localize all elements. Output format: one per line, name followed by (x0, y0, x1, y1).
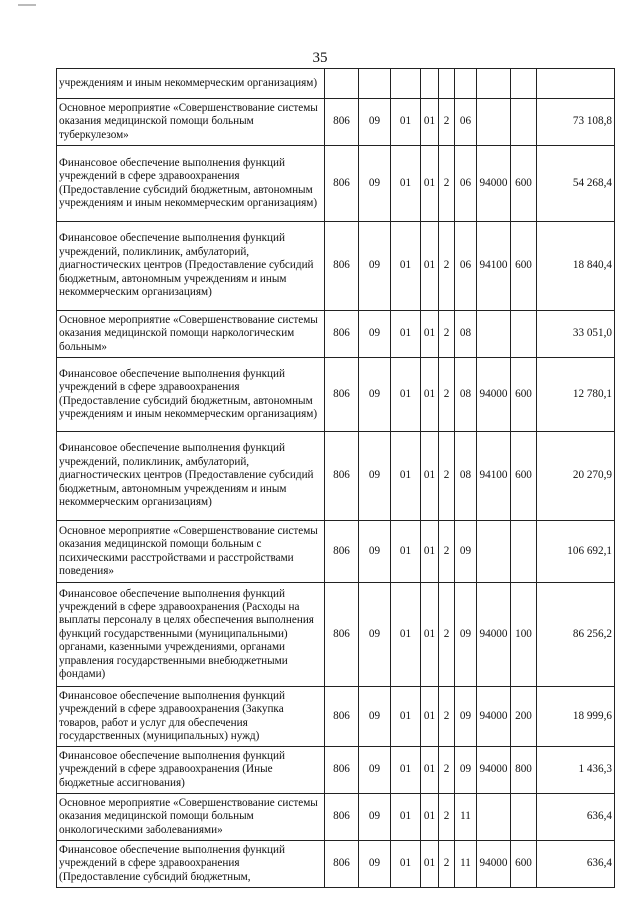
cell-subprogram-code: 2 (439, 687, 455, 747)
cell-direction-code (477, 311, 511, 358)
cell-amount: 18 999,6 (537, 687, 615, 747)
cell-subsection-code: 01 (391, 687, 421, 747)
cell-description: Финансовое обеспечение выполнения функций учреждений в сфере здравоохранения (Расходы на выплаты персоналу в целях обеспечения выполнения функций государственными (муниципальными) органами, казенными учреждениями, органами управления государственными внебюджетными фондами) (57, 583, 325, 687)
table-row (57, 146, 615, 222)
cell-grbs-code: 806 (325, 747, 359, 794)
cell-amount: 86 256,2 (537, 583, 615, 687)
table-body (57, 69, 615, 888)
cell-grbs-code: 806 (325, 687, 359, 747)
cell-amount: 636,4 (537, 794, 615, 841)
cell-program-code: 01 (421, 583, 439, 687)
cell-direction-code: 94000 (477, 747, 511, 794)
cell-direction-code (477, 69, 511, 99)
cell-subprogram-code (439, 69, 455, 99)
cell-section-code: 09 (359, 841, 391, 888)
cell-expense-type: 600 (511, 222, 537, 311)
cell-subprogram-code: 2 (439, 841, 455, 888)
cell-expense-type: 200 (511, 687, 537, 747)
cell-grbs-code (325, 69, 359, 99)
cell-grbs-code: 806 (325, 583, 359, 687)
cell-amount (537, 69, 615, 99)
cell-measure-code: 06 (455, 99, 477, 146)
cell-expense-type (511, 521, 537, 583)
cell-section-code: 09 (359, 311, 391, 358)
cell-expense-type: 600 (511, 841, 537, 888)
cell-program-code: 01 (421, 687, 439, 747)
cell-description: Основное мероприятие «Совершенствование системы оказания медицинской помощи наркологическим больным» (57, 311, 325, 358)
cell-measure-code: 09 (455, 583, 477, 687)
cell-grbs-code: 806 (325, 432, 359, 521)
cell-description: Финансовое обеспечение выполнения функций учреждений в сфере здравоохранения (Закупка товаров, работ и услуг для обеспечения государственных (муниципальных) нужд) (57, 687, 325, 747)
cell-grbs-code: 806 (325, 311, 359, 358)
cell-direction-code: 94000 (477, 146, 511, 222)
cell-subsection-code: 01 (391, 794, 421, 841)
cell-measure-code: 08 (455, 311, 477, 358)
cell-expense-type: 100 (511, 583, 537, 687)
cell-section-code: 09 (359, 687, 391, 747)
cell-expense-type: 600 (511, 146, 537, 222)
cell-amount: 1 436,3 (537, 747, 615, 794)
cell-program-code: 01 (421, 747, 439, 794)
cell-subsection-code: 01 (391, 521, 421, 583)
cell-expense-type: 600 (511, 358, 537, 432)
cell-description: Финансовое обеспечение выполнения функций учреждений в сфере здравоохранения (Иные бюджетные ассигнования) (57, 747, 325, 794)
cell-measure-code (455, 69, 477, 99)
table-row (57, 794, 615, 841)
table-row (57, 521, 615, 583)
cell-subsection-code: 01 (391, 583, 421, 687)
cell-subsection-code: 01 (391, 841, 421, 888)
cell-description: Основное мероприятие «Совершенствование системы оказания медицинской помощи больным с психическими расстройствами и расстройствами поведения» (57, 521, 325, 583)
cell-description: учреждениям и иным некоммерческим организациям) (57, 69, 325, 99)
cell-measure-code: 11 (455, 841, 477, 888)
cell-amount: 20 270,9 (537, 432, 615, 521)
cell-subsection-code: 01 (391, 358, 421, 432)
table-row (57, 311, 615, 358)
cell-subprogram-code: 2 (439, 583, 455, 687)
cell-expense-type (511, 311, 537, 358)
cell-subprogram-code: 2 (439, 432, 455, 521)
cell-measure-code: 06 (455, 222, 477, 311)
scan-artifact (18, 4, 36, 6)
cell-direction-code (477, 521, 511, 583)
cell-program-code: 01 (421, 222, 439, 311)
table-row (57, 69, 615, 99)
cell-measure-code: 08 (455, 432, 477, 521)
cell-amount: 106 692,1 (537, 521, 615, 583)
cell-grbs-code: 806 (325, 358, 359, 432)
table-row (57, 687, 615, 747)
cell-section-code: 09 (359, 747, 391, 794)
cell-subprogram-code: 2 (439, 794, 455, 841)
cell-subsection-code (391, 69, 421, 99)
cell-section-code: 09 (359, 358, 391, 432)
cell-grbs-code: 806 (325, 99, 359, 146)
cell-description: Финансовое обеспечение выполнения функций учреждений, поликлиник, амбулаторий, диагностических центров (Предоставление субсидий бюджетным, автономным учреждениям и иным некоммерческим организациям) (57, 432, 325, 521)
cell-section-code: 09 (359, 222, 391, 311)
table-row (57, 583, 615, 687)
cell-amount: 18 840,4 (537, 222, 615, 311)
cell-measure-code: 09 (455, 521, 477, 583)
cell-expense-type (511, 794, 537, 841)
cell-program-code: 01 (421, 146, 439, 222)
cell-section-code: 09 (359, 99, 391, 146)
cell-subsection-code: 01 (391, 146, 421, 222)
cell-measure-code: 08 (455, 358, 477, 432)
cell-program-code: 01 (421, 841, 439, 888)
cell-program-code: 01 (421, 521, 439, 583)
cell-program-code: 01 (421, 99, 439, 146)
cell-section-code (359, 69, 391, 99)
cell-grbs-code: 806 (325, 521, 359, 583)
cell-grbs-code: 806 (325, 841, 359, 888)
cell-grbs-code: 806 (325, 146, 359, 222)
table-row (57, 222, 615, 311)
cell-description: Основное мероприятие «Совершенствование системы оказания медицинской помощи больным туберкулезом» (57, 99, 325, 146)
cell-program-code: 01 (421, 358, 439, 432)
cell-direction-code: 94000 (477, 358, 511, 432)
cell-expense-type (511, 99, 537, 146)
cell-measure-code: 06 (455, 146, 477, 222)
cell-amount: 12 780,1 (537, 358, 615, 432)
cell-subsection-code: 01 (391, 311, 421, 358)
cell-measure-code: 11 (455, 794, 477, 841)
cell-section-code: 09 (359, 583, 391, 687)
cell-expense-type (511, 69, 537, 99)
cell-subsection-code: 01 (391, 432, 421, 521)
cell-direction-code: 94000 (477, 687, 511, 747)
cell-subsection-code: 01 (391, 747, 421, 794)
budget-table (56, 68, 615, 888)
cell-amount: 636,4 (537, 841, 615, 888)
cell-section-code: 09 (359, 521, 391, 583)
cell-subsection-code: 01 (391, 222, 421, 311)
cell-subprogram-code: 2 (439, 521, 455, 583)
table-row (57, 358, 615, 432)
cell-section-code: 09 (359, 432, 391, 521)
cell-direction-code: 94000 (477, 583, 511, 687)
table-row (57, 432, 615, 521)
cell-subprogram-code: 2 (439, 222, 455, 311)
cell-description: Финансовое обеспечение выполнения функций учреждений в сфере здравоохранения (Предоставление субсидий бюджетным, автономным учреждениям и иным некоммерческим организациям) (57, 358, 325, 432)
cell-subprogram-code: 2 (439, 146, 455, 222)
cell-description: Финансовое обеспечение выполнения функций учреждений в сфере здравоохранения (Предоставление субсидий бюджетным, автономным учреждениям и иным некоммерческим организациям) (57, 146, 325, 222)
table-row (57, 841, 615, 888)
cell-program-code: 01 (421, 794, 439, 841)
cell-program-code (421, 69, 439, 99)
table-row (57, 747, 615, 794)
cell-direction-code: 94000 (477, 841, 511, 888)
page-number: 35 (312, 50, 328, 66)
cell-section-code: 09 (359, 146, 391, 222)
cell-program-code: 01 (421, 311, 439, 358)
cell-section-code: 09 (359, 794, 391, 841)
cell-expense-type: 800 (511, 747, 537, 794)
cell-measure-code: 09 (455, 747, 477, 794)
cell-subprogram-code: 2 (439, 311, 455, 358)
cell-direction-code (477, 99, 511, 146)
cell-measure-code: 09 (455, 687, 477, 747)
cell-amount: 33 051,0 (537, 311, 615, 358)
cell-expense-type: 600 (511, 432, 537, 521)
cell-direction-code (477, 794, 511, 841)
table-row (57, 99, 615, 146)
cell-grbs-code: 806 (325, 222, 359, 311)
cell-subsection-code: 01 (391, 99, 421, 146)
cell-subprogram-code: 2 (439, 747, 455, 794)
cell-subprogram-code: 2 (439, 358, 455, 432)
cell-description: Финансовое обеспечение выполнения функций учреждений, поликлиник, амбулаторий, диагностических центров (Предоставление субсидий бюджетным, автономным учреждениям и иным некоммерческим организациям) (57, 222, 325, 311)
cell-description: Основное мероприятие «Совершенствование системы оказания медицинской помощи больным онкологическими заболеваниями» (57, 794, 325, 841)
cell-grbs-code: 806 (325, 794, 359, 841)
cell-direction-code: 94100 (477, 222, 511, 311)
cell-subprogram-code: 2 (439, 99, 455, 146)
cell-direction-code: 94100 (477, 432, 511, 521)
cell-amount: 73 108,8 (537, 99, 615, 146)
cell-amount: 54 268,4 (537, 146, 615, 222)
cell-program-code: 01 (421, 432, 439, 521)
cell-description: Финансовое обеспечение выполнения функций учреждений в сфере здравоохранения (Предоставление субсидий бюджетным, (57, 841, 325, 888)
